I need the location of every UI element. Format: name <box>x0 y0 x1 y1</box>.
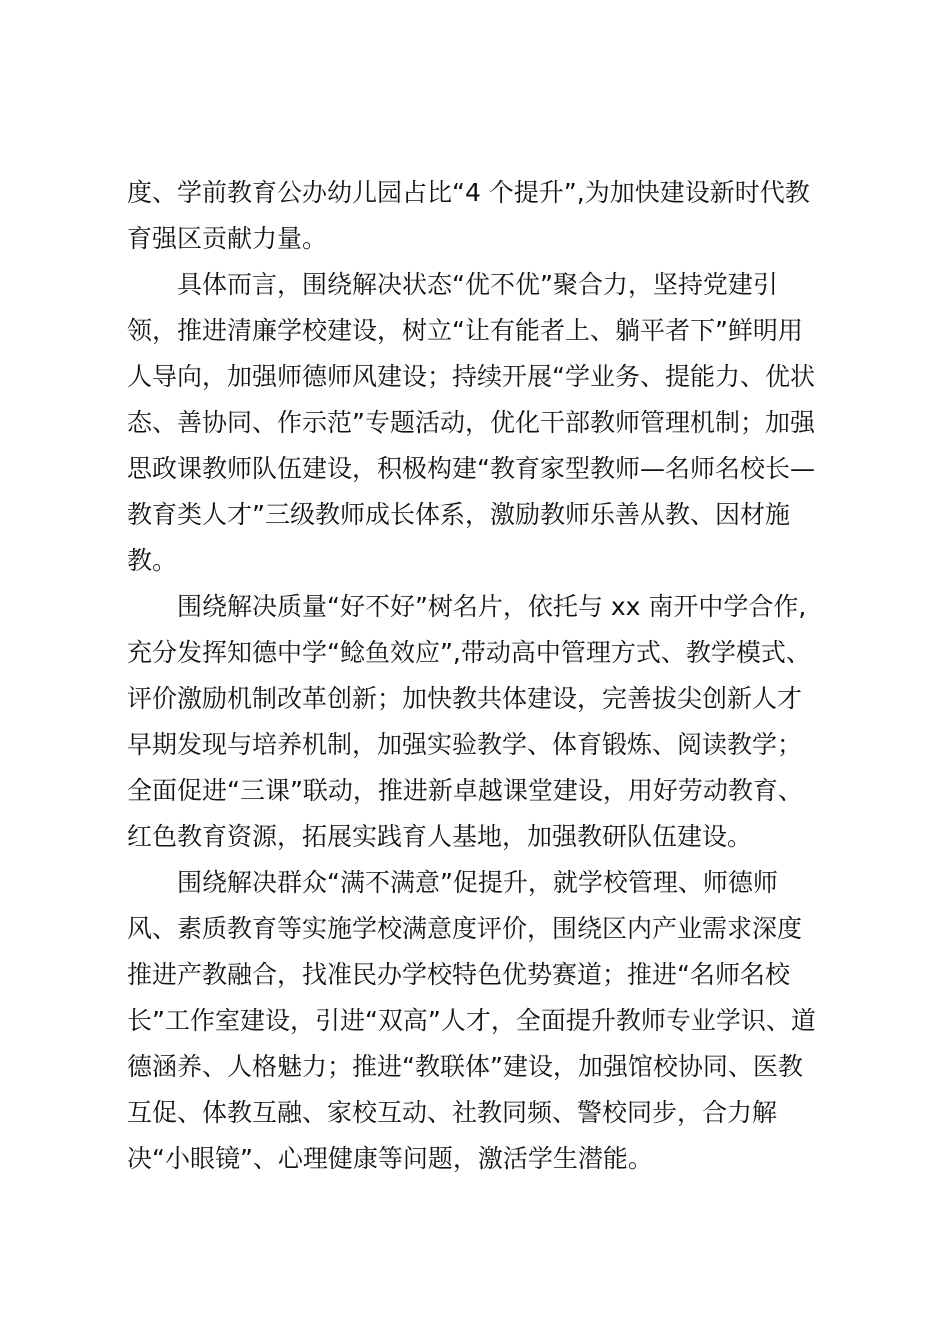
paragraph-4-line-2: 风、素质教育等实施学校满意度评价，围绕区内产业需求深度 <box>127 914 803 943</box>
paragraph-2-line-6: 教育类人才”三级教师成长体系，激励教师乐善从教、因材施 <box>127 500 790 529</box>
paragraph-4-line-6: 互促、体教互融、家校互动、社教同频、警校同步，合力解 <box>127 1098 778 1127</box>
paragraph-3-line-1: 围绕解决质量“好不好”树名片，依托与 xx 南开中学合作, <box>177 592 807 621</box>
paragraph-2-line-1: 具体而言，围绕解决状态“优不优”聚合力，坚持党建引 <box>177 270 778 299</box>
paragraph-3-line-6: 红色教育资源，拓展实践育人基地，加强教研队伍建设。 <box>127 822 753 851</box>
paragraph-1-line-2: 育强区贡献力量。 <box>127 224 328 253</box>
paragraph-3-line-5: 全面促进“三课”联动，推进新卓越课堂建设，用好劳动教育、 <box>127 776 803 805</box>
paragraph-2-line-3: 人导向，加强师德师风建设；持续开展“学业务、提能力、优状 <box>127 362 815 391</box>
paragraph-2-line-4: 态、善协同、作示范”专题活动，优化干部教师管理机制；加强 <box>127 408 815 437</box>
paragraph-4-line-4: 长”工作室建设，引进“双高”人才，全面提升教师专业学识、道 <box>127 1006 816 1035</box>
paragraph-3-line-3: 评价激励机制改革创新；加快教共体建设，完善拔尖创新人才 <box>127 684 803 713</box>
paragraph-4-line-7: 决“小眼镜”、心理健康等问题，激活学生潜能。 <box>127 1144 653 1173</box>
paragraph-3-line-4: 早期发现与培养机制，加强实验教学、体育锻炼、阅读教学； <box>127 730 803 759</box>
paragraph-1-line-1: 度、学前教育公办幼儿园占比“4 个提升”,为加快建设新时代教 <box>127 178 810 207</box>
paragraph-2-line-7: 教。 <box>127 546 178 575</box>
paragraph-3-line-2: 充分发挥知德中学“鲶鱼效应”,带动高中管理方式、教学模式、 <box>127 638 811 667</box>
paragraph-2-line-5: 思政课教师队伍建设，积极构建“教育家型教师—名师名校长— <box>127 454 815 483</box>
document-body <box>127 170 832 1182</box>
paragraph-2-line-2: 领，推进清廉学校建设，树立“让有能者上、躺平者下”鲜明用 <box>127 316 803 345</box>
paragraph-4-line-1: 围绕解决群众“满不满意”促提升，就学校管理、师德师 <box>177 868 778 897</box>
paragraph-4-line-5: 德涵养、人格魅力；推进“教联体”建设，加强馆校协同、医教 <box>127 1052 803 1081</box>
paragraph-4-line-3: 推进产教融合，找准民办学校特色优势赛道；推进“名师名校 <box>127 960 790 989</box>
